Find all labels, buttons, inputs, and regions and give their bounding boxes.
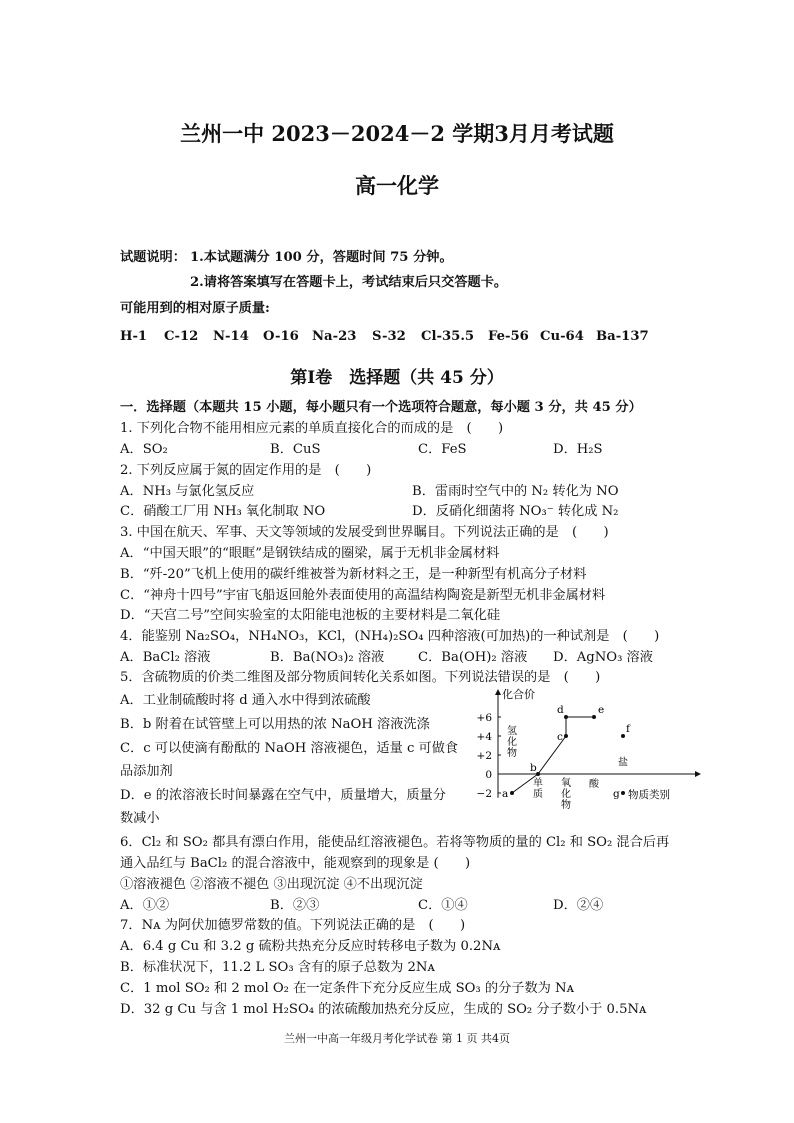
q5-option-a: A．工业制硫酸时将 d 通入水中得到浓硫酸 [120,693,371,708]
point-a [510,791,514,795]
y-axis-label: 化合价 [502,688,535,701]
q7-option-c: C．1 mol SO₂ 和 2 mol O₂ 在一定条件下充分反应生成 SO₃ 的分子数为 Nᴀ [120,981,575,996]
q1-option-b: B．CuS [270,442,321,457]
point-label-d: d [557,704,564,716]
y-tick-label: +6 [476,712,492,724]
q4-option-d: D．AgNO₃ 溶液 [553,650,653,665]
q3-stem: 3. 中国在航天、军事、天文等领域的发展受到世界瞩目。下列说法正确的是 ( ) [120,525,609,540]
point-label-a: a [502,788,509,800]
q2-option-b: B．雷雨时空气中的 N₂ 转化为 NO [412,484,619,499]
x-axis-arrow [695,771,701,777]
q3-option-c: C．“神舟十四号”宇宙飞船返回舱外表面使用的高温结构陶瓷是新型无机非金属材料 [120,588,606,603]
category-oxide [561,776,571,811]
category-char: 化 [561,789,571,800]
point-label-g: g [613,788,620,800]
q6-option-b: B．②③ [270,898,320,913]
category-char: 物 [507,748,517,760]
atomic-mass-1: C-12 [164,329,199,344]
category-hydride [507,724,517,759]
q1-option-a: A．SO₂ [120,442,168,457]
q5-option-c-line2: 品添加剂 [120,764,173,779]
q2-stem: 2. 下列反应属于氮的固定作用的是 ( ) [120,463,372,478]
atomic-mass-8: Cu-64 [540,329,584,344]
point-label-e: e [598,704,605,716]
category-char: 化 [507,737,517,749]
atomic-mass-0: H-1 [120,329,148,344]
page-footer: 兰州一中高一年级月考化学试卷 第 1 页 共4页 [284,1032,510,1045]
q7-option-b: B．标准状况下，11.2 L SO₃ 含有的原子总数为 2Nᴀ [120,960,435,975]
q7-option-a: A．6.4 g Cu 和 3.2 g 硫粉共热充分反应时转移电子数为 0.2Nᴀ [120,939,501,954]
q3-option-b: B．“歼-20”飞机上使用的碳纤维被誉为新材料之王，是一种新型有机高分子材料 [120,567,587,582]
q6-stem-line2: 通入品红与 BaCl₂ 的混合溶液中，能观察到的现象是 ( ) [120,856,471,871]
q2-option-c: C．硝酸工厂用 NH₃ 氧化制取 NO [120,504,326,519]
exam-title: 兰州一中 2023－2024－2 学期3月月考试题 [180,121,614,146]
q2-option-d: D．反硝化细菌将 NO₃⁻ 转化成 N₂ [412,504,619,519]
q4-option-c: C．Ba(OH)₂ 溶液 [418,650,528,665]
category-char: 质 [533,789,543,800]
category-char: 单 [533,778,543,789]
q4-stem: 4．能鉴别 Na₂SO₄，NH₄NO₃，KCl，(NH₄)₂SO₄ 四种溶液(可加热)的一种试剂是 ( ) [120,629,660,644]
q5-option-d-line2: 数减小 [120,811,160,826]
q1-option-c: C．FeS [418,442,467,457]
instructions-line1: 1.本试题满分 100 分，答题时间 75 分钟。 [190,250,453,265]
q3-option-d: D．“天宫二号”空间实验室的太阳能电池板的主要材料是二氧化硅 [120,608,501,623]
q7-option-d: D．32 g Cu 与含 1 mol H₂SO₄ 的浓硫酸加热充分反应，生成的 SO₂ 分子数小于 0.5Nᴀ [120,1002,647,1017]
instructions-label: 试题说明： [120,250,186,265]
subject-title: 高一化学 [355,173,439,198]
q5-stem: 5．含硫物质的价类二维图及部分物质间转化关系如图。下列说法错误的是 ( ) [120,670,601,685]
part1-title: 第Ⅰ卷 选择题（共 45 分） [290,368,504,388]
category-char: 氧 [561,778,571,789]
atomic-mass-3: O-16 [263,329,299,344]
q2-option-a: A．NH₃ 与氯化氢反应 [120,484,255,499]
point-label-f: f [626,723,630,735]
category-char: 氢 [507,726,517,738]
q4-option-b: B．Ba(NO₃)₂ 溶液 [270,650,385,665]
section1-heading: 一．选择题（本题共 15 小题，每小题只有一个选项符合题意，每小题 3 分，共 45 分） [120,400,642,415]
q6-option-d: D．②④ [553,898,604,913]
instructions-line2: 2.请将答案填写在答题卡上，考试结束后只交答题卡。 [190,275,508,290]
q7-stem: 7．Nᴀ 为阿伏加德罗常数的值。下列说法正确的是 ( ) [120,918,466,933]
atomic-mass-4: Na-23 [312,329,357,344]
q6-stem-line1: 6．Cl₂ 和 SO₂ 都具有漂白作用，能使品红溶液褪色。若将等物质的量的 Cl₂ 和 SO₂ 混合后再 [120,835,670,850]
q5-option-b: B．b 附着在试管壁上可以用热的浓 NaOH 溶液洗涤 [120,717,430,732]
atomic-mass-7: Fe-56 [488,329,529,344]
q6-option-a: A．①② [120,898,170,913]
point-e [592,715,596,719]
point-f [621,734,625,738]
q4-option-a: A．BaCl₂ 溶液 [120,650,211,665]
point-g [621,791,625,795]
atomic-mass-6: Cl-35.5 [421,329,475,344]
q1-option-d: D．H₂S [553,442,603,457]
q5-option-d-line1: D．e 的浓溶液长时间暴露在空气中，质量增大，质量分 [120,788,446,803]
category-element [533,776,543,800]
y-tick-label: +4 [476,731,492,743]
atomic-mass-2: N-14 [213,329,249,344]
atomic-mass-label: 可能用到的相对原子质量: [120,301,270,316]
q3-option-a: A．“中国天眼”的“眼眶”是钢铁结成的圈梁，属于无机非金属材料 [120,546,500,561]
y-tick-label: 0 [485,769,492,781]
category-acid: 酸 [589,779,599,790]
atomic-mass-5: S-32 [372,329,406,344]
q6-phenomena: ①溶液褪色 ②溶液不褪色 ③出现沉淀 ④不出现沉淀 [120,877,423,892]
x-axis-label: 物质类别 [628,789,670,801]
point-label-c: c [557,731,563,743]
y-tick-label: −2 [476,788,492,800]
y-tick-label: +2 [476,750,492,762]
q1-stem: 1. 下列化合物不能用相应元素的单质直接化合的而成的是 ( ) [120,421,504,436]
category-char: 物 [561,800,571,811]
point-label-b: b [530,762,537,774]
q6-option-c: C．①④ [418,898,468,913]
atomic-mass-9: Ba-137 [596,329,649,344]
point-c [564,734,568,738]
category-salt: 盐 [618,757,628,769]
q5-option-c-line1: C．c 可以使滴有酚酞的 NaOH 溶液褪色，适量 c 可做食 [120,741,459,756]
point-d [564,715,568,719]
sulfur-valence-chart [470,686,710,816]
y-axis-arrow [495,689,501,695]
